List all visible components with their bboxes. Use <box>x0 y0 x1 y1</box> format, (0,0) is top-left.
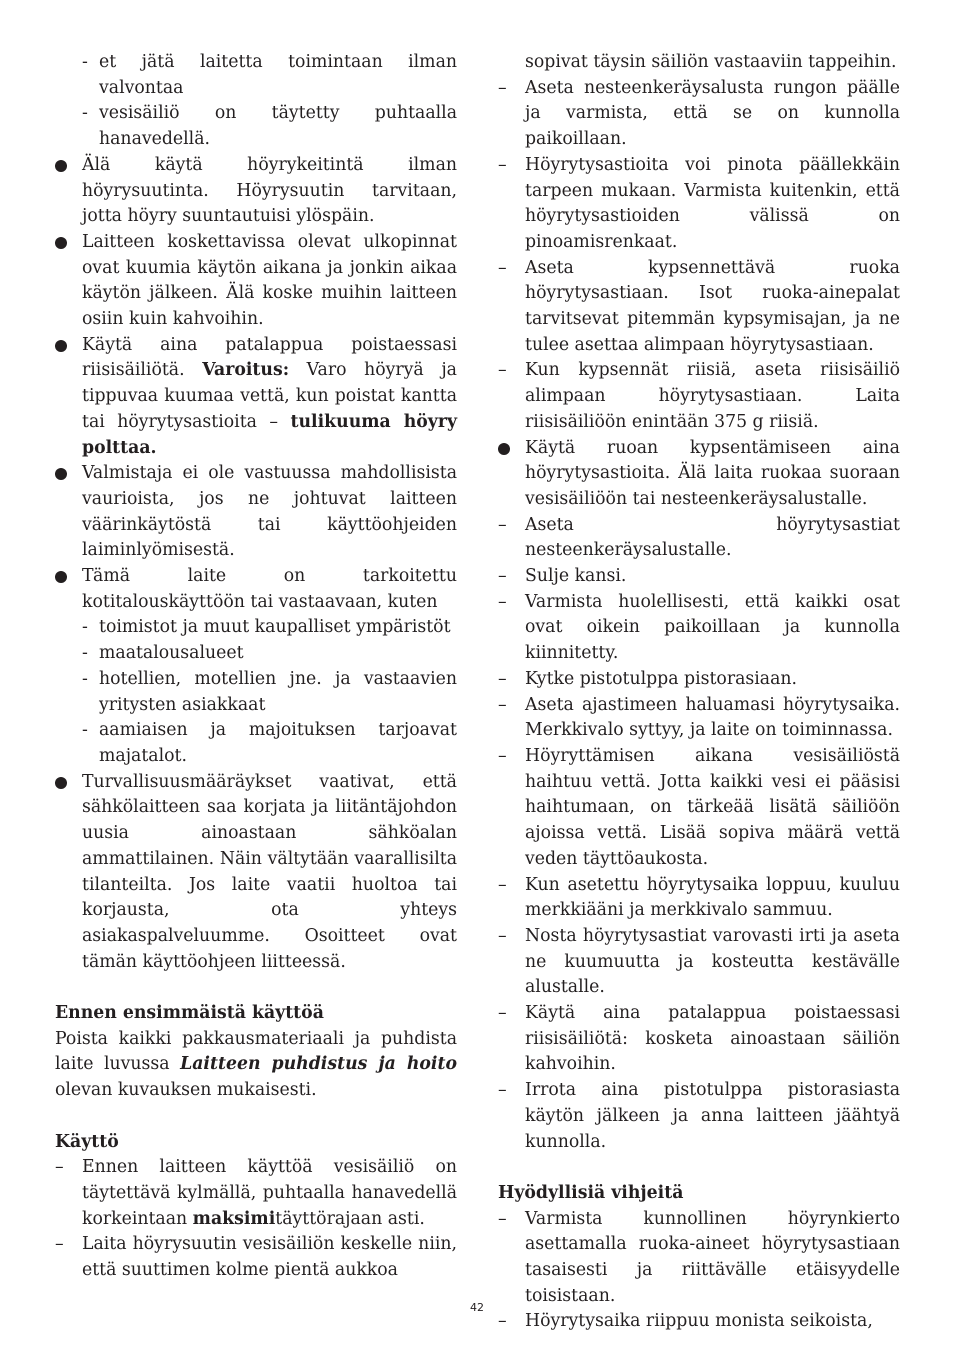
list-item <box>55 101 457 152</box>
bullet-text: Valmistaja ei ole vastuussa mahdollisista vaurioista, jos ne johtuvat laitteen väärinkäytöstä tai käyttöohjeiden laiminlyömisestä. <box>82 463 457 561</box>
list-item-text: Sulje kansi. <box>525 566 627 587</box>
dash-marker: – <box>498 514 507 535</box>
list-item-text: aamiaisen ja majoituksen tarjoavat majatalot. <box>99 720 457 766</box>
list-item-text: et jätä laitetta toimintaan ilman valvontaa <box>99 52 457 98</box>
bullet-text: Turvallisuusmääräykset vaativat, että sähkölaitteen saa korjata ja liitäntäjohdon uusia ainoastaan sähköalan ammattilainen. Näin vältytään vaarallisilta tilanteilta. Jos laite vaatii huoltoa tai korjausta, ota yhteys asiakaspalveluumme. Osoitteet ovat tämän käyttöohjeen liitteessä. <box>82 771 457 972</box>
list-item <box>498 564 900 590</box>
list-item-text: hotellien, motellien jne. ja vastaavien yritysten asiakkaat <box>99 668 457 715</box>
list-item-text: Nosta höyrytysastiat varovasti irti ja aseta ne kuumuutta ja kosteutta kestävälle alustalle. <box>525 925 900 998</box>
dash-marker: – <box>498 566 507 587</box>
bullet-item <box>55 153 457 230</box>
list-item <box>498 76 900 153</box>
list-item <box>498 693 900 744</box>
list-item <box>498 744 900 873</box>
bullet-text: Älä käytä höyrykeitintä ilman höyrysuutinta. Höyrysuutin tarvitaan, jotta höyry suuntautuisi ylöspäin. <box>82 154 457 227</box>
list-item <box>55 615 457 641</box>
hyphen-marker: - <box>82 103 88 124</box>
list-item-text: Höyrytysastioita voi pinota päällekkäin tarpeen mukaan. Varmista kuitenkin, että höyrytysastioiden välissä on pinoamisrenkaat. <box>525 154 900 252</box>
list-item-continuation <box>498 50 900 76</box>
dash-marker: – <box>498 591 507 612</box>
list-item-text: Kun kypsennät riisiä, aseta riisisäiliö alimpaan höyrytysastiaan. Laita riisisäiliöön enintään 375 g riisiä. <box>525 360 900 432</box>
bullet-icon <box>55 160 67 172</box>
hyphen-marker: - <box>82 617 88 638</box>
hyphen-marker: - <box>82 52 88 72</box>
dash-marker: – <box>498 745 507 766</box>
list-item-text: Höyrytysaika riippuu monista seikoista, <box>525 1311 873 1332</box>
list-item-text: toimistot ja muut kaupalliset ympäristöt <box>99 617 451 638</box>
hyphen-marker: - <box>82 643 88 664</box>
bullet-text: Käytä aina patalappua poistaessasi riisisäiliötä. <box>82 334 457 381</box>
dash-marker: – <box>498 694 507 715</box>
bullet-item <box>498 436 900 513</box>
section-heading: Käyttö <box>55 1131 119 1152</box>
list-item <box>498 924 900 1001</box>
list-item <box>55 1232 457 1283</box>
paragraph <box>55 1027 457 1104</box>
list-item-text: maatalousalueet <box>99 643 244 664</box>
list-item-text: Varmista huolellisesti, että kaikki osat ovat oikein paikoillaan ja kunnolla kiinnitetty. <box>525 591 900 664</box>
bullet-text: Käytä ruoan kypsentämiseen aina höyrytysastioita. Älä laita ruokaa suoraan vesisäiliöön tai nesteenkeräysalustalle. <box>525 437 900 509</box>
right-column <box>498 50 900 1335</box>
paragraph-text: Poista kaikki pakkausmateriaali ja puhdista laite luvussa <box>55 1028 457 1075</box>
left-column <box>55 50 457 1284</box>
list-item-text: Aseta nesteenkeräysalusta rungon päälle ja varmista, että se on kunnolla paikoillaan. <box>525 77 900 150</box>
list-item <box>498 1207 900 1310</box>
bullet-icon <box>55 237 67 249</box>
list-item <box>498 667 900 693</box>
dash-marker: – <box>498 360 507 381</box>
list-item <box>55 718 457 769</box>
dash-marker: – <box>55 1234 64 1255</box>
bullet-icon <box>498 443 510 455</box>
list-item <box>498 1001 900 1078</box>
section-heading: Ennen ensimmäistä käyttöä <box>55 1003 324 1023</box>
list-item <box>498 1078 900 1155</box>
bullet-icon <box>55 468 67 480</box>
dash-marker: – <box>498 925 507 946</box>
list-item <box>55 667 457 718</box>
dash-marker: – <box>498 154 507 175</box>
bullet-item <box>55 333 457 462</box>
emphasis: maksimi <box>192 1208 276 1229</box>
bullet-icon <box>55 571 67 583</box>
list-item-text: Aseta kypsennettävä ruoka höyrytysastiaan. Isot ruoka-ainepalat tarvitsevat pitemmän kypsymisajan, ja ne tulee asettaa alimpaan höyrytysastiaan. <box>525 257 900 355</box>
bullet-icon <box>55 340 67 352</box>
dash-marker: – <box>498 1311 507 1332</box>
list-item-text: Kytke pistotulppa pistorasiaan. <box>525 668 798 689</box>
section-reference: Laitteen puhdistus ja hoito <box>180 1054 457 1075</box>
hyphen-marker: - <box>82 720 88 741</box>
list-item-text: Laita höyrysuutin vesisäiliön keskelle niin, että suuttimen kolme pientä aukkoa <box>82 1234 457 1281</box>
list-item-text: vesisäiliö on täytetty puhtaalla hanavedellä. <box>99 103 457 150</box>
bullet-text: Laitteen koskettavissa olevat ulkopinnat ovat kuumia käytön aikana ja jonkin aikaa käytön jälkeen. Älä koske muihin laitteen osiin kuin kahvoihin. <box>82 231 457 330</box>
list-item-text: Käytä aina patalappua poistaessasi riisisäiliötä: kosketa ainoastaan säiliön kahvoihin. <box>525 1003 900 1075</box>
bullet-item <box>55 770 457 976</box>
list-item <box>55 1155 457 1232</box>
list-item-text: Höyryttämisen aikana vesisäiliöstä haihtuu vettä. Jotta kaikki vesi ei pääsisi haihtumaan, on tärkeää lisätä säiliöön ajoissa vettä. Lisää sopiva määrä vettä veden täyttöaukosta. <box>525 745 900 869</box>
list-item-text: sopivat täysin säiliön vastaaviin tappeihin. <box>525 52 897 72</box>
list-item <box>498 358 900 435</box>
warning-text: tulikuuma höyry polttaa. <box>82 411 457 458</box>
bullet-item <box>55 461 457 564</box>
list-item-text: täyttörajaan asti. <box>275 1208 425 1229</box>
hyphen-marker: - <box>82 668 88 689</box>
list-item-text: Varmista kunnollinen höyrynkierto asettamalla ruoka-aineet höyrytysastiaan tasaisesti ja riittävälle etäisyydelle toisistaan. <box>525 1208 900 1306</box>
list-item <box>498 873 900 924</box>
list-item-text: Ennen laitteen käyttöä vesisäiliö on täytettävä kylmällä, puhtaalla hanavedellä korkeintaan <box>82 1157 457 1229</box>
list-item-text: Irrota aina pistotulppa pistorasiasta käytön jälkeen ja anna laitteen jäähtyä kunnolla. <box>525 1080 900 1152</box>
dash-marker: – <box>498 77 507 98</box>
warning-label: Varoitus: <box>202 360 290 381</box>
dash-marker: – <box>498 1208 507 1229</box>
dash-marker: – <box>498 1080 507 1101</box>
bullet-text: Tämä laite on tarkoitettu kotitalouskäyttöön tai vastaavaan, kuten <box>82 566 457 612</box>
dash-marker: – <box>498 874 507 895</box>
list-item <box>498 153 900 256</box>
paragraph-text: olevan kuvauksen mukaisesti. <box>55 1080 317 1101</box>
dash-marker: – <box>498 257 507 278</box>
list-item <box>498 256 900 359</box>
list-item-text: Aseta höyrytysastiat nesteenkeräysalustalle. <box>525 514 900 561</box>
list-item-text: Aseta ajastimeen haluamasi höyrytysaika. Merkkivalo syttyy, ja laite on toiminnassa. <box>525 694 900 741</box>
bullet-item <box>55 230 457 333</box>
bullet-text: Varo höyryä ja tippuvaa kuumaa vettä, kun poistat kantta tai höyrytysastioita – <box>82 360 457 432</box>
dash-marker: – <box>498 668 507 689</box>
dash-marker: – <box>498 1003 507 1024</box>
page-number: 42 <box>470 1301 484 1314</box>
list-item <box>498 513 900 564</box>
list-item <box>498 590 900 667</box>
section-heading: Hyödyllisiä vihjeitä <box>498 1182 684 1203</box>
list-item-text: Kun asetettu höyrytysaika loppuu, kuuluu merkkiääni ja merkkivalo sammuu. <box>525 874 900 921</box>
dash-marker: – <box>55 1157 64 1178</box>
list-item <box>55 641 457 667</box>
bullet-item <box>55 564 457 615</box>
list-item <box>55 50 457 101</box>
bullet-icon <box>55 777 67 789</box>
